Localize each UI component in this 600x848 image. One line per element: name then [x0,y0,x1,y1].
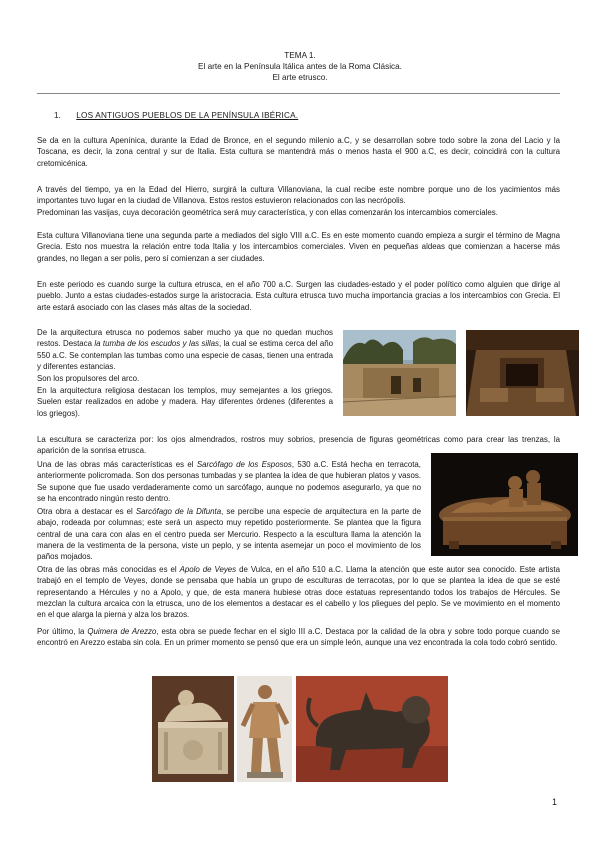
text-run: , se percibe una especie de arquitectura en la parte de abajo, rodeada por columnas; este será un aspecto muy repetido posteriormente. Se plantea que la figura central de una cara con alas en el centro pueda ser Mercurio. Respecto a la escultura llama la atención la manera de la vestimenta de la persona, viste un peplo, y se intenta asemejar un poco el movimiento de los paños mojados. [37,507,422,562]
sarcophagus-difunta-photo [152,676,234,782]
text-run: de Vulca, en el año 510 a.C. Llama la atención que este autor sea conocido. Este artista trabajó en el templo de Veyes, donde se pensaba que había un grupo de esculturas de terracotas, por lo que se plantea la idea de que se esté representando a Hércules y no a Apolo, y que, de esta manera hubiese otras doce estatuas representando todos los trabajos de Hércules. Se mezclan la cultura arcaica con la etrusca, uno de los elementos a destacar es el cabello y los pliegues del peplo. Se ve movimiento en el momento en el que alarga la pierna y alza los brazos. [37,565,560,620]
paragraph-apeninica: Se da en la cultura Apenínica, durante la Edad de Bronce, en el segundo milenio a.C, y se desarrollan sobre todo sobre la zona del Lacio y la Toscana, es decir, la zona central y sur de Italia. Esta cultura se mantendrá más o menos hasta el 900 a.C, es decir, coincidirá con la cultura cretomicénica. [37,136,560,168]
quimera-arezzo-photo [296,676,448,782]
text-run: Otra de las obras más conocidas es el [37,565,180,574]
paragraph-quimera [37,626,560,649]
section-number: 1. [54,111,61,120]
header-divider [37,93,560,94]
text-run: , 530 a.C. Está hecha en terracota, anteriormente policromada. Son dos personas tumbadas y se plantea la idea de que hubieran platos y vasos. Se supone que fue usado verdaderamente como un sarcófago, aunque no podemos asegurarlo, ya que no se ha encontrado ningún resto dentro. [37,460,421,503]
paragraph-arco: Son los propulsores del arco. [37,374,140,383]
page-number: 1 [552,797,558,807]
paragraph-villanoviana: A través del tiempo, ya en la Edad del Hierro, surgirá la cultura Villanoviana, la cual recibe este nombre porque uno de los yacimientos más importantes tuvo lugar en la ciudad de Villanova. Estos restos estuvieron relacionados con las necrópolis. [37,185,560,206]
artwork-title: Sarcófago de la Difunta [135,507,222,516]
section-title: LOS ANTIGUOS PUEBLOS DE LA PENÍNSULA IBÉRICA. [76,111,299,120]
text-run: De la arquitectura etrusca no podemos saber mucho ya que no quedan muchos restos. Destaca [37,328,333,349]
text-run: Otra obra a destacar es el [37,507,136,516]
paragraph-sarcofago-esposos [37,459,421,504]
paragraph-sarcofago-difunta [37,506,421,562]
paragraph-apolo-veyes [37,564,560,620]
artwork-title: Apolo de Veyes [179,565,237,574]
text-run: , esta obra se puede fechar en el siglo III a.C. Destaca por la calidad de la obra y sobre todo porque cuando se encontró en Arezzo estaba sin cola. En un primer momento se pensó que era un simple león, aunque una vez encontrada la cola todo cobró sentido. [37,627,560,648]
paragraph-magna-grecia: Esta cultura Villanoviana tiene una segunda parte a mediados del siglo VIII a.C. Es en este momento cuando empieza a surgir el término de Magna Grecia. Esto nos muestra la relación entre toda Italia y los intercambios comerciales. Viven en pequeñas aldeas que comienzan a hacerse más grandes, no llegan a ser polis, pero sí comienzan a ser ciudades. [37,231,560,263]
paragraph-etrusca: En este periodo es cuando surge la cultura etrusca, en el año 700 a.C. Surgen las ciudades-estado y el poder político como alguien que dirige al pueblo. Junto a estas ciudades-estados surge la aristocracia. Esta cultura etrusca tuvo mucha importancia gracias a los intercambios con Grecia. El arte estará asociado con las clases más altas de la sociedad. [37,280,560,312]
artwork-title: Quimera de Arezzo [87,627,157,636]
apolo-veyes-photo [237,676,292,782]
text-run: , la cual se estima cerca del año 550 a.C. Se contemplan las tumbas como una especie de casas, tienen una entrada y diferentes estancias. [37,339,333,371]
sarcophagus-spouses-photo [431,453,578,556]
text-run: Por último, la [37,627,88,636]
tomb-interior-photo [466,330,579,416]
document-subtitle: El arte en la Península Itálica antes de la Roma Clásica. [198,62,402,71]
paragraph-vasijas: Predominan las vasijas, cuya decoración geométrica será muy característica, y con ellas comenzarán los intercambios comerciales. [37,208,498,217]
tomb-exterior-photo [343,330,456,416]
artwork-title: la tumba de los escudos y las sillas [94,339,219,349]
text-run: Una de las obras más características es el [37,460,197,469]
paragraph-arquitectura [37,327,333,372]
paragraph-templos: En la arquitectura religiosa destacan los templos, muy semejantes a los griegos. Suelen estar realizados en adobe y madera. Hay diferentes órdenes (diferentes a los griegos). [37,386,333,418]
document-title: TEMA 1. [284,51,316,60]
section-heading [54,111,298,120]
artwork-title: Sarcófago de los Esposos [196,460,292,469]
document-subtitle-2: El arte etrusco. [272,73,328,82]
paragraph-escultura: La escultura se caracteriza por: los ojos almendrados, rostros muy sobrios, presencia de figuras geométricas como para crear las trenzas, la aparición de la sonrisa etrusca. [37,435,560,456]
